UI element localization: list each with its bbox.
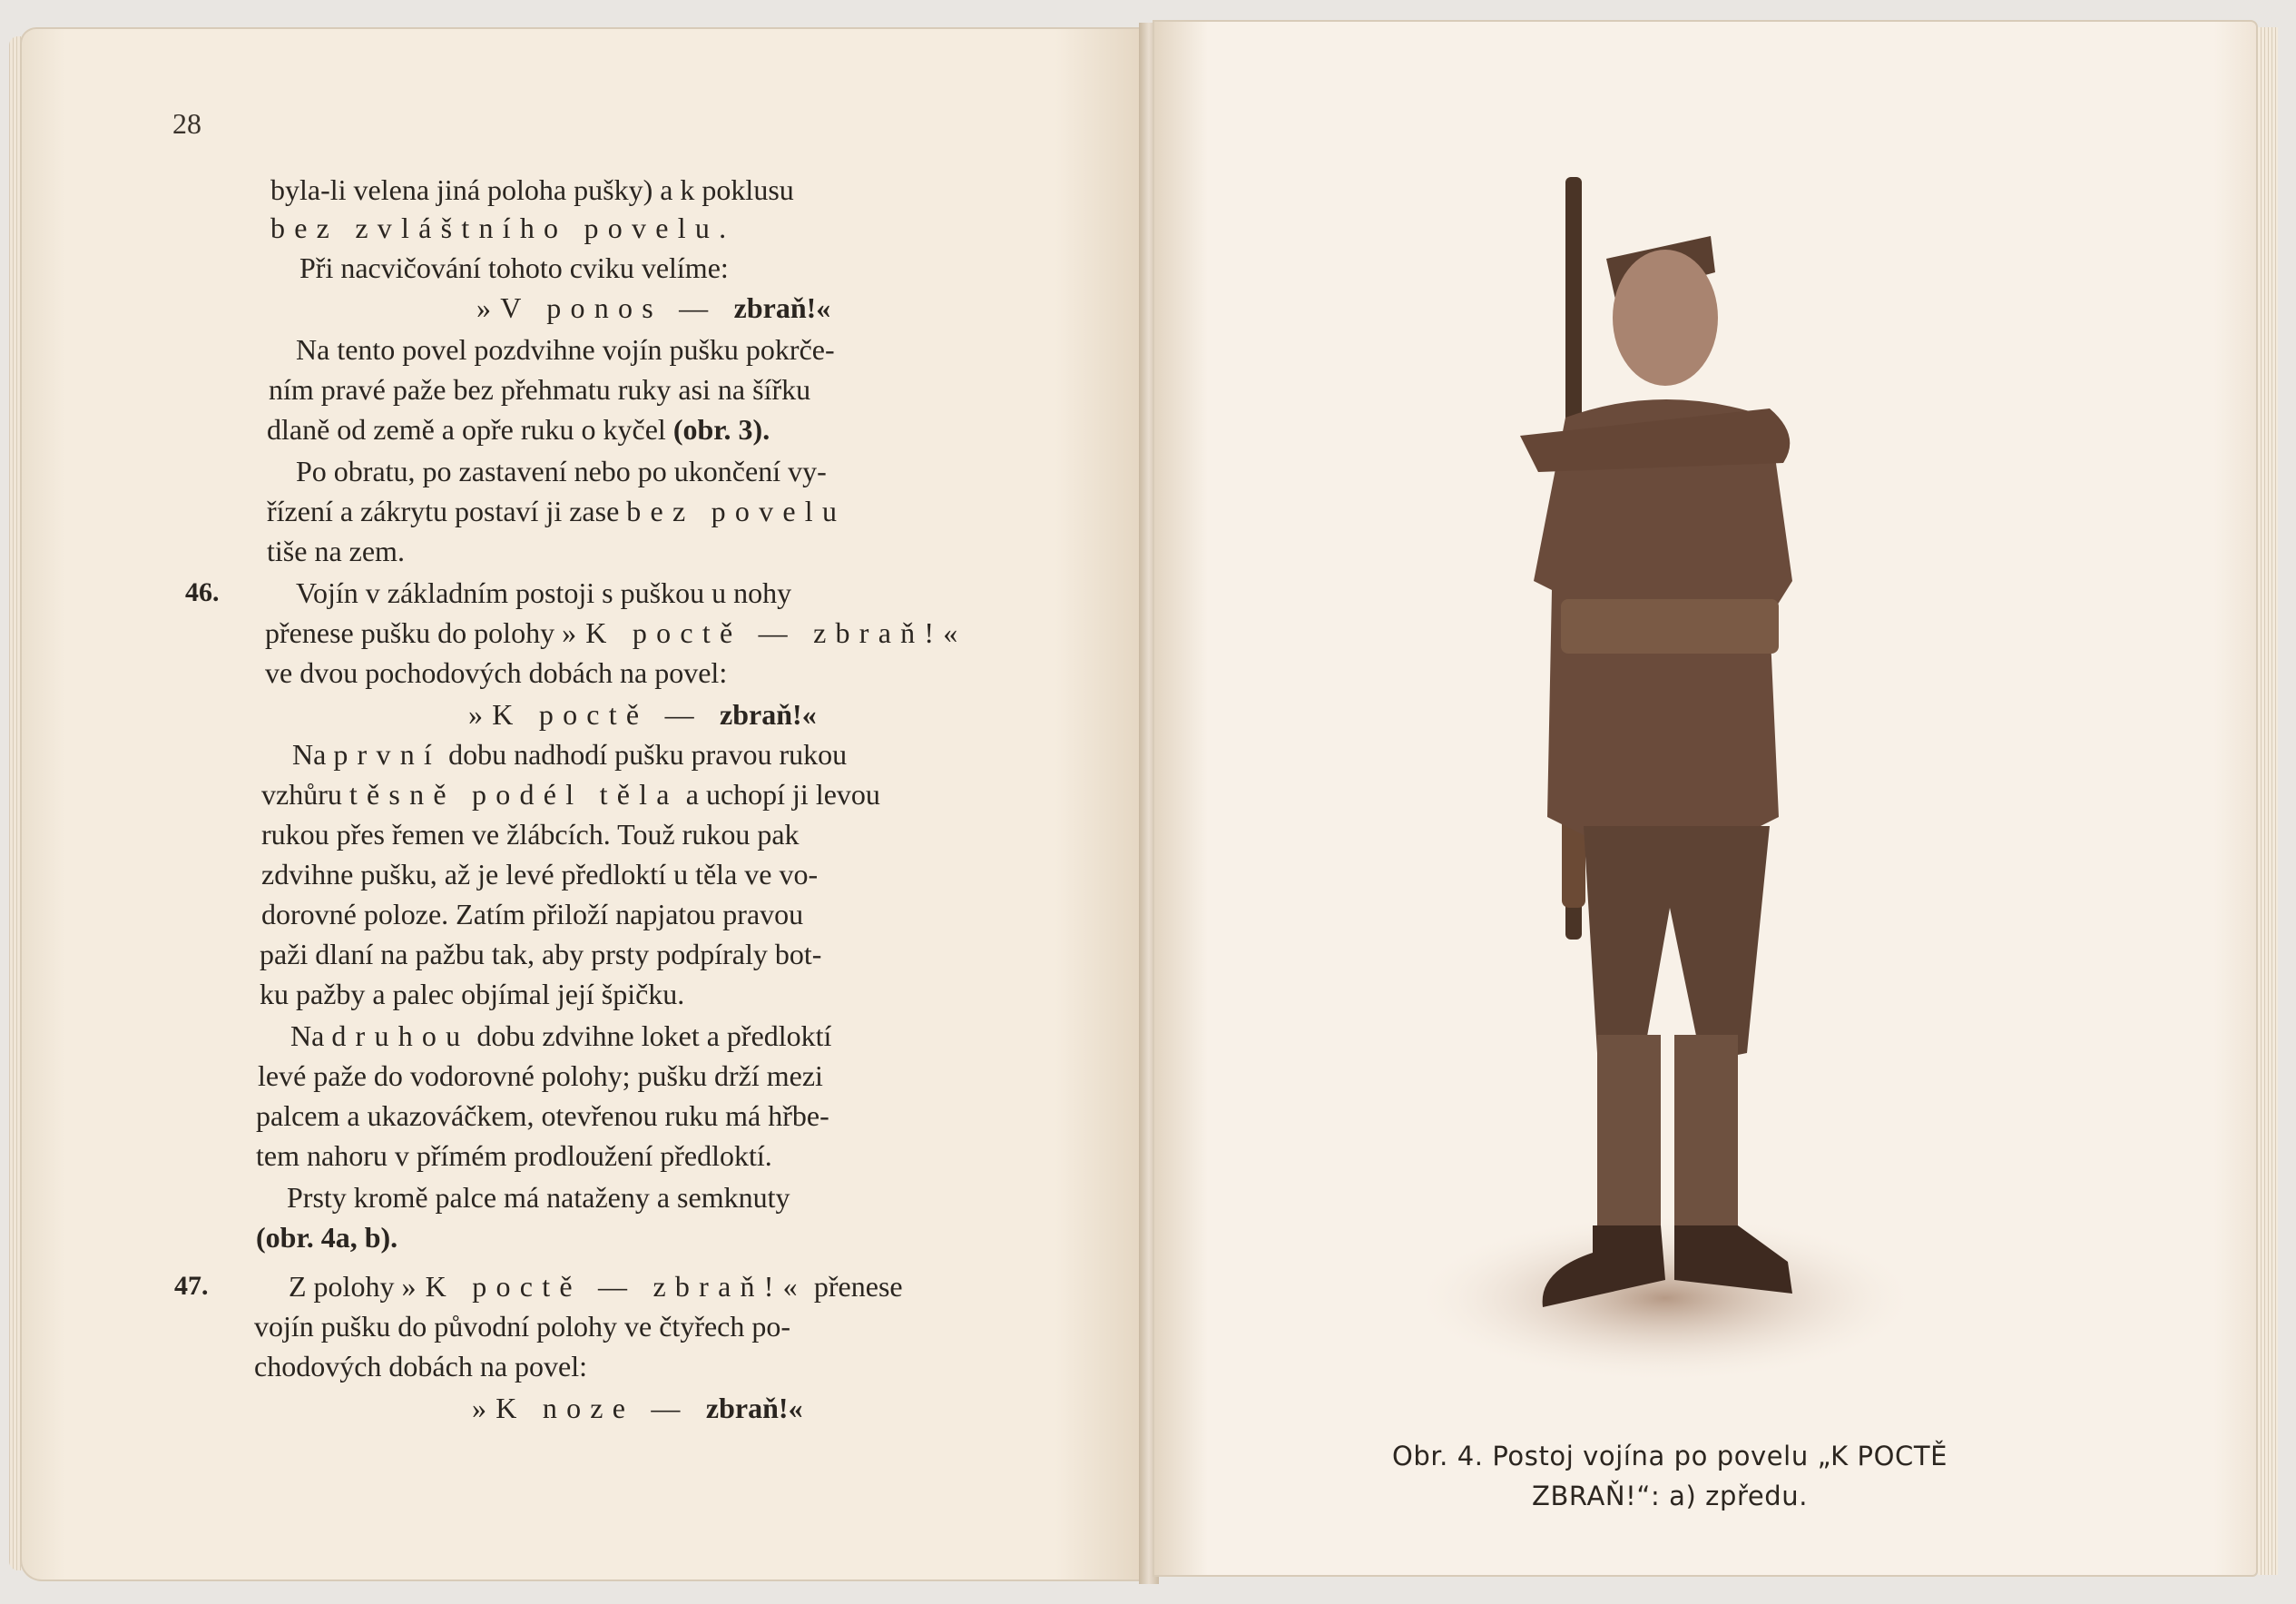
ammo-belt <box>1561 599 1779 654</box>
floor-shadow <box>1420 1216 1910 1380</box>
paragraph-number: 46. <box>185 577 220 607</box>
caption-line: ZBRAŇ!“: a) zpředu. <box>1532 1481 1808 1511</box>
text-line: ku pažby a palec objímal její špičku. <box>260 978 685 1010</box>
text-line: přenese pušku do polohy »K poctě — zbraň!« <box>265 616 967 649</box>
text-line: Na druhou dobu zdvihne loket a předloktí <box>290 1019 832 1052</box>
caption-line: Obr. 4. Postoj vojína po povelu „K POCTĚ <box>1391 1441 1948 1471</box>
paragraph-number: 47. <box>174 1271 209 1301</box>
text-line: tiše na zem. <box>267 535 405 567</box>
text-line: Vojín v základním postoji s puškou u nohy <box>296 576 792 609</box>
text-line: dlaně od země a opře ruku o kyčel (obr. 3). <box>267 413 770 446</box>
text-line: palcem a ukazováčkem, otevřenou ruku má hřbe- <box>256 1099 829 1132</box>
text-line: levé paže do vodorovné polohy; pušku drží mezi <box>258 1059 823 1092</box>
text-line: bez zvláštního povelu. <box>270 212 736 244</box>
text-line: paži dlaní na pažbu tak, aby prsty podpíraly bot- <box>260 938 822 970</box>
page-number: 28 <box>172 107 201 140</box>
text-line: ním pravé paže bez přehmatu ruky asi na šířku <box>269 373 811 406</box>
text-line: Na tento povel pozdvihne vojín pušku pokrče- <box>296 333 835 366</box>
soldier-head <box>1613 250 1718 386</box>
text-line: dorovné poloze. Zatím přiloží napjatou pravou <box>261 898 804 930</box>
text-line: byla-li velena jiná poloha pušky) a k poklusu <box>270 173 794 206</box>
left-puttee <box>1597 1035 1661 1235</box>
soldier-photograph <box>1411 163 1919 1398</box>
right-page-edges <box>2258 27 2278 1575</box>
text-line: rukou přes řemen ve žlábcích. Touž rukou pak <box>261 818 800 851</box>
text-line: zdvihne pušku, až je levé předloktí u těla ve vo- <box>261 858 819 891</box>
command-line: »K noze — zbraň!« <box>472 1392 803 1424</box>
right-puttee <box>1674 1035 1738 1235</box>
text-line: Na první dobu nadhodí pušku pravou rukou <box>292 738 848 771</box>
text-line: Při nacvičování tohoto cviku velíme: <box>299 251 729 284</box>
text-line: (obr. 4a, b). <box>256 1221 398 1254</box>
text-line: Po obratu, po zastavení nebo po ukončení vy- <box>296 455 827 487</box>
text-line: vzhůru těsně podél těla a uchopí ji levou <box>261 778 880 811</box>
text-line: Z polohy »K poctě — zbraň!« přenese <box>289 1270 903 1303</box>
figure-caption <box>1298 1436 2042 1516</box>
text-line: ve dvou pochodových dobách na povel: <box>265 656 728 689</box>
command-line: »V ponos — zbraň!« <box>476 291 831 324</box>
text-line: Prsty kromě palce má nataženy a semknuty <box>287 1181 790 1214</box>
soldier-trousers <box>1584 826 1770 1062</box>
text-line: tem nahoru v přímém prodloužení předloktí. <box>256 1139 772 1172</box>
text-line: vojín pušku do původní polohy ve čtyřech po- <box>254 1310 791 1343</box>
command-line: »K poctě — zbraň!« <box>468 698 817 731</box>
text-line: chodových dobách na povel: <box>254 1350 587 1383</box>
text-line: řízení a zákrytu postaví ji zase bez povelu <box>267 495 847 527</box>
